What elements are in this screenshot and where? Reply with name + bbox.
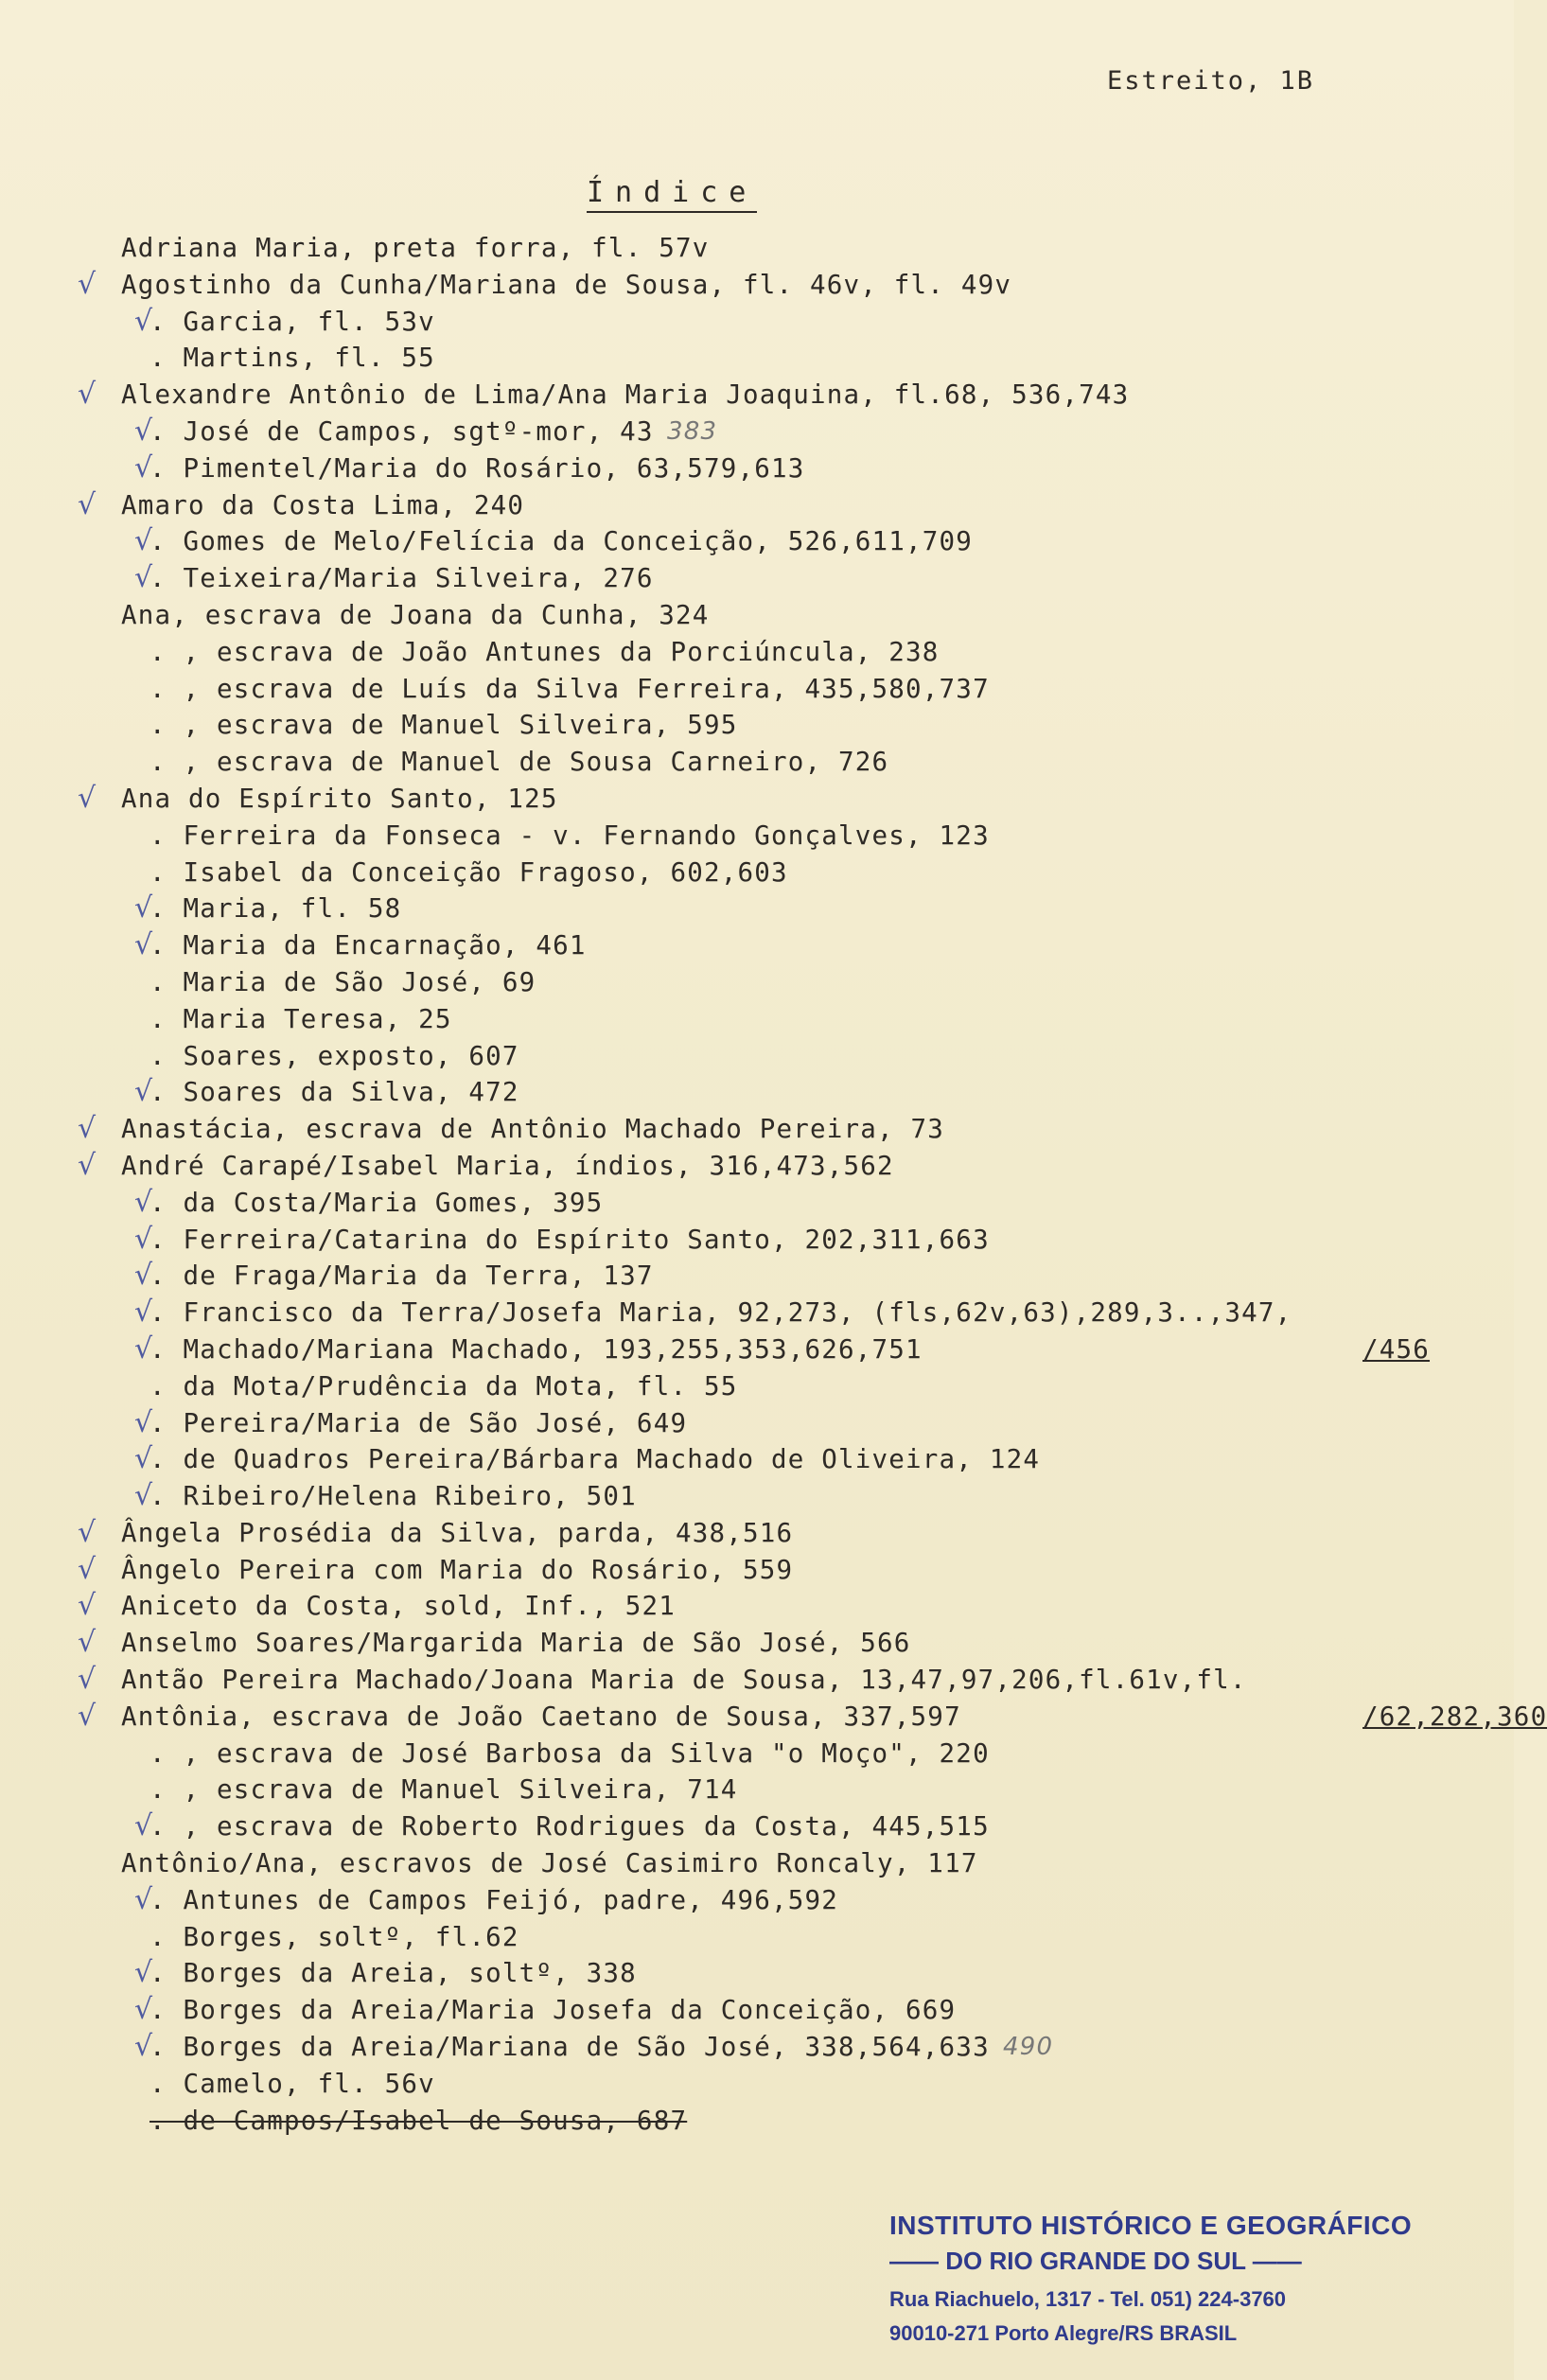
entry-text: Ângela Prosédia da Silva, parda, 438,516 [121, 1517, 794, 1548]
entry-text: . José de Campos, sgtº-mor, 43 [149, 415, 654, 447]
entry-text: . Borges da Areia/Mariana de São José, 338,564,633 [149, 2032, 990, 2063]
index-entry [66, 1222, 1485, 1259]
check-mark-icon: √ [78, 1626, 97, 1660]
page-title: Índice [587, 176, 757, 213]
check-mark-icon: √ [134, 1442, 154, 1476]
index-entry [66, 267, 1485, 304]
entry-text: . Maria da Encarnação, 461 [149, 930, 587, 961]
index-entry [66, 1882, 1485, 1919]
check-mark-icon: √ [134, 1185, 154, 1219]
index-entry [66, 1699, 1547, 1736]
check-mark-icon: √ [134, 450, 154, 485]
entry-text: . Ribeiro/Helena Ribeiro, 501 [149, 1481, 637, 1512]
index-entry [66, 964, 1485, 1001]
index-entry [66, 707, 1485, 744]
stamp-line-state: —— DO RIO GRANDE DO SUL —— [889, 2247, 1302, 2275]
index-entry [66, 1955, 1485, 1992]
check-mark-icon: √ [78, 378, 97, 412]
index-entry [66, 1038, 1485, 1075]
stamp-line-city: 90010-271 Porto Alegre/RS BRASIL [889, 2321, 1238, 2345]
index-entry [66, 744, 1485, 781]
entry-text: Anselmo Soares/Margarida Maria de São José, 566 [121, 1628, 911, 1659]
check-mark-icon: √ [78, 267, 97, 301]
index-entry [66, 1845, 1485, 1882]
check-mark-icon: √ [78, 1552, 97, 1586]
institution-stamp [889, 2211, 1419, 2346]
index-entry [66, 1772, 1485, 1808]
check-mark-icon: √ [78, 1515, 97, 1549]
entry-text: . de Campos/Isabel de Sousa, 687 [149, 2105, 688, 2136]
entry-text: . Borges da Areia, soltº, 338 [149, 1958, 637, 1989]
check-mark-icon: √ [134, 928, 154, 962]
index-entry [66, 1441, 1485, 1478]
check-mark-icon: √ [78, 781, 97, 815]
check-mark-icon: √ [134, 1993, 154, 2027]
check-mark-icon: √ [134, 2030, 154, 2064]
index-entry [66, 1662, 1485, 1699]
entry-text: . Camelo, fl. 56v [149, 2068, 435, 2099]
check-mark-icon: √ [78, 1148, 97, 1182]
check-mark-icon: √ [78, 1663, 97, 1697]
entry-text: . Maria de São José, 69 [149, 966, 536, 997]
index-entry [66, 1405, 1485, 1442]
entry-text: . , escrava de Manuel Silveira, 595 [149, 710, 738, 741]
entry-text: Anastácia, escrava de Antônio Machado Pereira, 73 [121, 1114, 945, 1145]
entry-text: . , escrava de João Antunes da Porciúncula, 238 [149, 636, 940, 667]
index-entry [66, 1736, 1485, 1772]
entry-text: . Pereira/Maria de São José, 649 [149, 1407, 688, 1438]
index-entry [66, 1368, 1485, 1405]
check-mark-icon: √ [134, 304, 154, 338]
index-entry [66, 1515, 1485, 1552]
entry-text: . de Quadros Pereira/Bárbara Machado de Oliveira, 124 [149, 1444, 1041, 1475]
index-entry [66, 1919, 1485, 1956]
index-entry [66, 634, 1485, 671]
index-entry [66, 1295, 1485, 1331]
entry-text: . Garcia, fl. 53v [149, 306, 435, 337]
index-entry [66, 671, 1485, 708]
entry-text: . Borges da Areia/Maria Josefa da Conceição, 669 [149, 1995, 957, 2026]
entry-text: . , escrava de Luís da Silva Ferreira, 435,580,737 [149, 673, 990, 704]
entry-text: Antônio/Ana, escravos de José Casimiro Roncaly, 117 [121, 1848, 978, 1879]
index-entry [66, 1001, 1485, 1038]
index-entry [66, 597, 1485, 634]
index-entry [66, 1808, 1485, 1845]
entry-text: . Martins, fl. 55 [149, 343, 435, 374]
check-mark-icon: √ [134, 1296, 154, 1330]
check-mark-icon: √ [134, 1956, 154, 1990]
entry-text: Ana do Espírito Santo, 125 [121, 783, 558, 814]
entry-text: . Isabel da Conceição Fragoso, 602,603 [149, 856, 788, 888]
check-mark-icon: √ [134, 1405, 154, 1439]
index-entry [66, 781, 1485, 818]
check-mark-icon: √ [134, 524, 154, 558]
index-entry [66, 1331, 1485, 1368]
index-entry [66, 450, 1485, 487]
index-entry [66, 1992, 1485, 2029]
check-mark-icon: √ [78, 1699, 97, 1733]
entry-text: . Teixeira/Maria Silveira, 276 [149, 563, 654, 594]
entry-text: . da Costa/Maria Gomes, 395 [149, 1187, 604, 1218]
entry-text: . Gomes de Melo/Felícia da Conceição, 526,611,709 [149, 526, 974, 557]
index-entry [66, 523, 1485, 560]
index-entry [66, 2103, 1485, 2140]
pencil-annotation: 490 [1003, 2033, 1054, 2062]
check-mark-icon: √ [78, 1589, 97, 1623]
index-entry [66, 1625, 1485, 1662]
entry-text: . , escrava de José Barbosa da Silva "o Moço", 220 [149, 1737, 990, 1769]
index-entry [66, 1074, 1485, 1111]
entry-text: Ana, escrava de Joana da Cunha, 324 [121, 599, 710, 630]
index-entry [66, 1478, 1485, 1515]
entry-text: André Carapé/Isabel Maria, índios, 316,473,562 [121, 1150, 894, 1181]
entry-text: Agostinho da Cunha/Mariana de Sousa, fl. 46v, fl. 49v [121, 269, 1012, 300]
index-entry [66, 818, 1485, 855]
entry-text: . Maria Teresa, 25 [149, 1003, 452, 1034]
entry-text: . Francisco da Terra/Josefa Maria, 92,273, (fls,62v,63),289,3..,347, [149, 1297, 1292, 1329]
pencil-annotation: 383 [667, 416, 718, 446]
check-mark-icon: √ [134, 1479, 154, 1513]
entry-text: Alexandre Antônio de Lima/Ana Maria Joaquina, fl.68, 536,743 [121, 379, 1130, 411]
index-entry [66, 1185, 1485, 1222]
index-entry [66, 1552, 1485, 1589]
entry-continuation: /456 [1362, 1333, 1431, 1365]
entry-text: Antônia, escrava de João Caetano de Sousa, 337,597 [121, 1701, 961, 1732]
entry-text: . , escrava de Roberto Rodrigues da Costa, 445,515 [149, 1811, 990, 1842]
entry-text: Ângelo Pereira com Maria do Rosário, 559 [121, 1554, 794, 1585]
index-entry [66, 1111, 1485, 1148]
entry-text: . de Fraga/Maria da Terra, 137 [149, 1261, 654, 1292]
entry-text: Adriana Maria, preta forra, fl. 57v [121, 233, 710, 263]
index-entry [66, 855, 1485, 891]
check-mark-icon: √ [134, 1259, 154, 1293]
entry-text: Aniceto da Costa, sold, Inf., 521 [121, 1591, 676, 1622]
check-mark-icon: √ [134, 1075, 154, 1109]
index-entry [66, 927, 1485, 964]
entry-text: . Borges, soltº, fl.62 [149, 1921, 519, 1952]
index-entry [66, 890, 1485, 927]
stamp-line-institution: INSTITUTO HISTÓRICO E GEOGRÁFICO [889, 2211, 1413, 2240]
index-entry [66, 377, 1485, 414]
check-mark-icon: √ [134, 1882, 154, 1916]
index-entry [66, 1588, 1485, 1625]
entry-text: . Soares da Silva, 472 [149, 1077, 519, 1108]
check-mark-icon: √ [134, 561, 154, 595]
check-mark-icon: √ [78, 1112, 97, 1146]
index-entry [66, 304, 1485, 341]
index-entry [66, 2029, 1485, 2066]
stamp-line-address: Rua Riachuelo, 1317 - Tel. 051) 224-3760 [889, 2287, 1287, 2311]
entry-text: . Antunes de Campos Feijó, padre, 496,592 [149, 1884, 839, 1915]
index-entry [66, 340, 1485, 377]
check-mark-icon: √ [134, 1331, 154, 1366]
entry-text: . , escrava de Manuel Silveira, 714 [149, 1774, 738, 1806]
entry-text: Antão Pereira Machado/Joana Maria de Sousa, 13,47,97,206,fl.61v,fl. [121, 1665, 1247, 1696]
entry-text: . Maria, fl. 58 [149, 893, 402, 925]
check-mark-icon: √ [134, 1809, 154, 1843]
index-entry [66, 230, 1485, 267]
check-mark-icon: √ [78, 487, 97, 521]
index-entry-list [66, 230, 1547, 2139]
archive-reference: Estreito, 1B [1107, 66, 1315, 96]
index-entry [66, 487, 1485, 524]
entry-text: . , escrava de Manuel de Sousa Carneiro, 726 [149, 747, 889, 778]
index-entry [66, 560, 1485, 597]
check-mark-icon: √ [134, 1222, 154, 1256]
entry-text: . da Mota/Prudência da Mota, fl. 55 [149, 1370, 738, 1402]
index-entry [66, 1148, 1485, 1185]
entry-text: . Soares, exposto, 607 [149, 1040, 519, 1071]
entry-text: . Machado/Mariana Machado, 193,255,353,626,751 [149, 1333, 923, 1365]
index-entry [66, 1258, 1485, 1295]
entry-continuation: /62,282,360 [1362, 1701, 1547, 1732]
check-mark-icon: √ [134, 414, 154, 448]
index-entry [66, 414, 1485, 450]
index-entry [66, 2066, 1485, 2103]
check-mark-icon: √ [134, 891, 154, 926]
entry-text: . Ferreira da Fonseca - v. Fernando Gonçalves, 123 [149, 820, 990, 851]
entry-text: . Pimentel/Maria do Rosário, 63,579,613 [149, 452, 805, 484]
entry-text: . Ferreira/Catarina do Espírito Santo, 202,311,663 [149, 1224, 990, 1255]
entry-text: Amaro da Costa Lima, 240 [121, 489, 525, 520]
